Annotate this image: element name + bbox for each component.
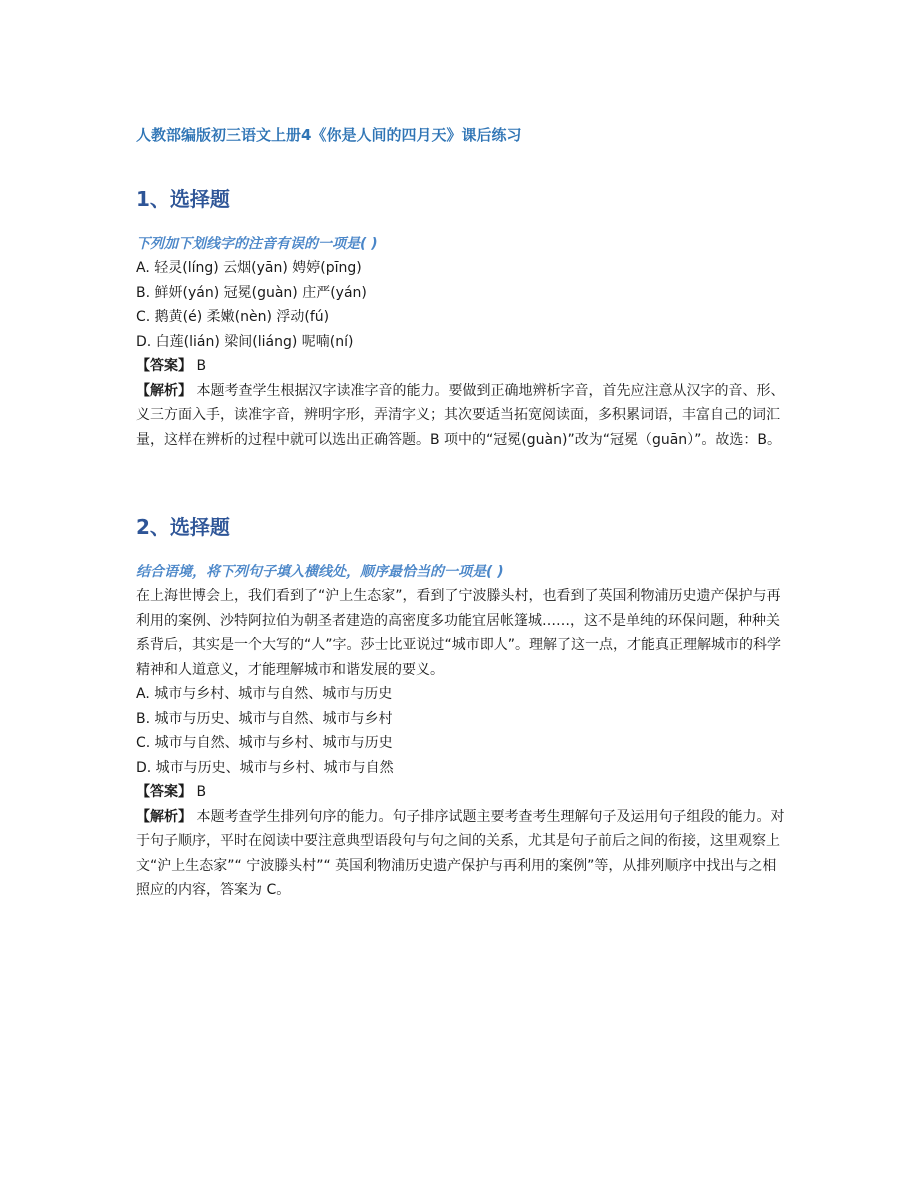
option-b: B. 城市与历史、城市与自然、城市与乡村 [136,710,393,727]
analysis-paragraph [136,379,786,453]
analysis-paragraph [136,805,786,903]
answer-value: B [196,358,207,374]
option-c: C. 鹅黄(é) 柔嫩(nèn) 浮动(fú) [136,309,330,325]
answer-value: B [196,784,207,800]
section-heading: 2、选择题 [136,515,230,539]
option-d: D. 城市与历史、城市与乡村、城市与自然 [136,759,394,776]
question-prompt: 下列加下划线字的注音有误的一项是( ) [136,236,378,252]
analysis-text: 本题考查学生排列句序的能力。句子排序试题主要考查考生理解句子及运用句子组段的能力。对于句子顺序，平时在阅读中要注意典型语段句与句之间的关系，尤其是句子前后之间的衔接，这里观察上文“沪上生态家”“ 宁波滕头村”“ 英国利物浦历史遗产保护与再利用的案例”等，从排列顺序中找出与之相照应的内容，答案为 C。 [136,808,785,898]
section-heading: 1、选择题 [136,187,230,211]
answer-label: 【答案】 [136,358,192,374]
option-d: D. 白莲(lián) 梁间(liáng) 呢喃(ní) [136,333,354,350]
answer-row [136,780,786,805]
analysis-text: 本题考查学生根据汉字读准字音的能力。要做到正确地辨析字音，首先应注意从汉字的音、形、义三方面入手，读准字音，辨明字形，弄清字义；其次要适当拓宽阅读面，多积累词语，丰富自己的词汇量，这样在辨析的过程中就可以选出正确答题。B 项中的“冠冕(guàn)”改为“冠冕（guān）”。故选：B。 [136,382,785,448]
option-a: A. 城市与乡村、城市与自然、城市与历史 [136,686,393,702]
question-prompt: 结合语境，将下列句子填入横线处，顺序最恰当的一项是( ) [136,564,504,580]
answer-label: 【答案】 [136,784,192,800]
option-b: B. 鲜妍(yán) 冠冕(guàn) 庄严(yán) [136,284,367,301]
question-stem: 在上海世博会上，我们看到了“沪上生态家”，看到了宁波滕头村，也看到了英国利物浦历史遗产保护与再利用的案例、沙特阿拉伯为朝圣者建造的高密度多功能宜居帐篷城……，这不是单纯的环保问题，种种关系背后，其实是一个大写的“人”字。莎士比亚说过“城市即人”。理解了这一点，才能真正理解城市的科学精神和人道意义，才能理解城市和谐发展的要义。 [136,588,782,678]
answer-row [136,354,786,379]
analysis-label: 【解析】 [136,808,192,825]
question-section-2 [136,512,786,903]
option-c: C. 城市与自然、城市与乡村、城市与历史 [136,735,393,751]
analysis-label: 【解析】 [136,382,192,399]
page-title: 人教部编版初三语文上册4《你是人间的四月天》课后练习 [136,126,522,144]
option-a: A. 轻灵(líng) 云烟(yān) 娉婷(pīng) [136,260,362,276]
question-section-1 [136,184,786,452]
